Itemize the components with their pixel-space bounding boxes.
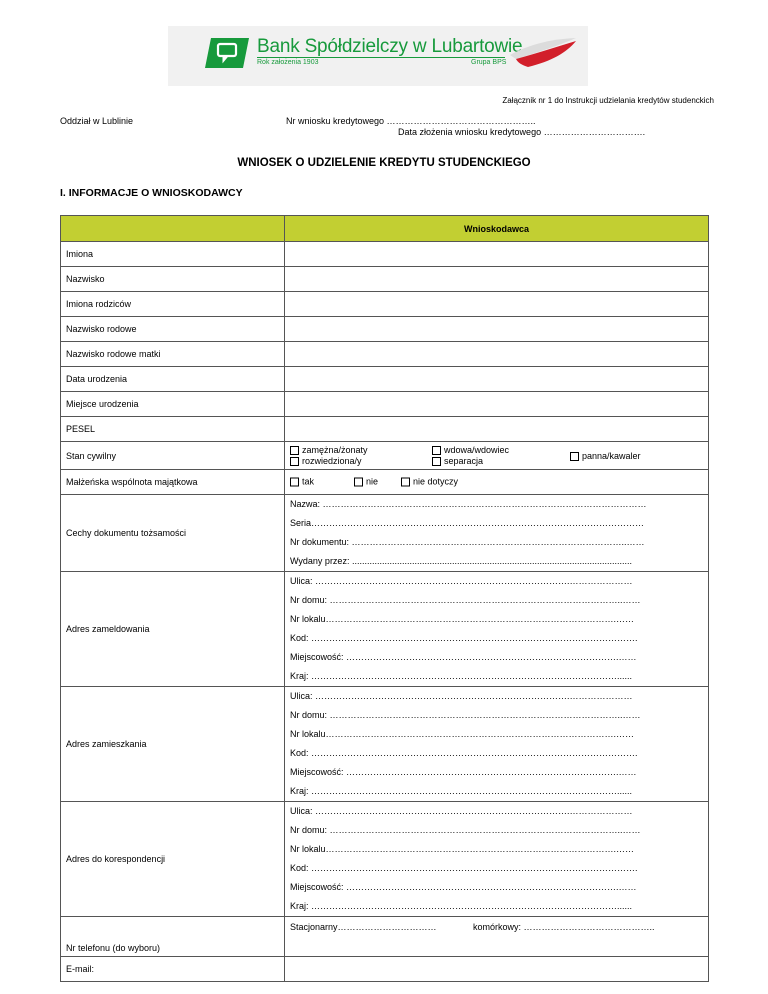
registered-address-row <box>61 572 709 687</box>
marital-status-options <box>285 442 709 470</box>
row-label: Nazwisko <box>61 267 285 292</box>
property-option-not-applicable[interactable]: nie dotyczy <box>401 477 458 488</box>
marital-option-single[interactable]: panna/kawaler <box>570 451 641 462</box>
checkbox[interactable] <box>570 452 579 461</box>
table-row <box>61 242 709 267</box>
row-label: Małżeńska wspólnota majątkowa <box>61 470 285 495</box>
mobile-field[interactable]: komórkowy: …………………………………….. <box>473 922 655 932</box>
column-header: Wnioskodawca <box>285 216 709 242</box>
row-label: Nr telefonu (do wyboru) <box>61 917 285 957</box>
bank-group: Grupa BPS <box>471 59 507 66</box>
property-option-no[interactable]: nie <box>354 477 378 488</box>
checkbox[interactable] <box>432 446 441 455</box>
table-row <box>61 392 709 417</box>
marital-option-divorced[interactable]: rozwiedziona/y <box>290 456 368 467</box>
row-label: Cechy dokumentu tożsamości <box>61 495 285 572</box>
street-field[interactable]: Ulica: ………………………………………………………………………….………………… <box>290 806 633 816</box>
registered-address-fields <box>285 572 709 687</box>
postal-code-field[interactable]: Kod: ………………………………………………………………………………………………. <box>290 748 638 758</box>
house-number-field[interactable]: Nr domu: ……………………………………………………………………………………..…… <box>290 595 641 605</box>
row-label: E-mail: <box>61 957 285 982</box>
checkbox[interactable] <box>290 478 299 487</box>
document-series-field[interactable]: Seria………………………………………………………………………………………………… <box>290 518 645 528</box>
form-title: WNIOSEK O UDZIELENIE KREDYTU STUDENCKIEGO <box>237 157 531 169</box>
table-header-row <box>61 216 709 242</box>
country-field[interactable]: Kraj: …………………………………………………………………………………………...... <box>290 786 633 796</box>
correspondence-address-row <box>61 802 709 917</box>
row-label: Data urodzenia <box>61 367 285 392</box>
row-label: Nazwisko rodowe <box>61 317 285 342</box>
applicant-table <box>60 215 709 982</box>
country-field[interactable]: Kraj: …………………………………………………………………………………………...... <box>290 671 633 681</box>
row-label: Imiona <box>61 242 285 267</box>
table-row <box>61 367 709 392</box>
city-field[interactable]: Miejscowość: ……………………………………………………………………………….…… <box>290 652 637 662</box>
table-row <box>61 317 709 342</box>
table-row <box>61 292 709 317</box>
checkbox[interactable] <box>432 457 441 466</box>
marital-status-row <box>61 442 709 470</box>
surname-input[interactable] <box>285 267 709 292</box>
first-names-input[interactable] <box>285 242 709 267</box>
birth-date-input[interactable] <box>285 367 709 392</box>
logo-divider <box>257 57 505 58</box>
checkbox[interactable] <box>290 446 299 455</box>
city-field[interactable]: Miejscowość: ……………………………………………………………………………….…… <box>290 882 637 892</box>
identity-document-fields <box>285 495 709 572</box>
property-option-yes[interactable]: tak <box>290 477 314 488</box>
street-field[interactable]: Ulica: ………………………………………………………………………….………………… <box>290 576 633 586</box>
residence-address-row <box>61 687 709 802</box>
checkbox[interactable] <box>354 478 363 487</box>
landline-field[interactable]: Stacjonarny…………………………… <box>290 922 437 932</box>
row-label: Nazwisko rodowe matki <box>61 342 285 367</box>
flag-swoosh-icon <box>508 33 578 73</box>
row-label: Stan cywilny <box>61 442 285 470</box>
apartment-number-field[interactable]: Nr lokalu…………………………………………………………………………………….…… <box>290 614 635 624</box>
postal-code-field[interactable]: Kod: ………………………………………………………………………………………………. <box>290 863 638 873</box>
table-row <box>61 267 709 292</box>
marital-option-married[interactable]: zamężna/żonaty <box>290 445 368 456</box>
apartment-number-field[interactable]: Nr lokalu…………………………………………………………………………………….…… <box>290 844 635 854</box>
phone-fields <box>285 917 709 957</box>
birth-place-input[interactable] <box>285 392 709 417</box>
table-row <box>61 342 709 367</box>
row-label: PESEL <box>61 417 285 442</box>
family-name-input[interactable] <box>285 317 709 342</box>
residence-address-fields <box>285 687 709 802</box>
checkbox[interactable] <box>401 478 410 487</box>
marital-option-widowed[interactable]: wdowa/wdowiec <box>432 445 509 456</box>
annex-note: Załącznik nr 1 do Instrukcji udzielania kredytów studenckich <box>502 96 714 105</box>
row-label: Adres do korespondencji <box>61 802 285 917</box>
bank-logo <box>168 26 588 86</box>
house-number-field[interactable]: Nr domu: ……………………………………………………………………………………..…… <box>290 825 641 835</box>
email-input[interactable] <box>285 957 709 982</box>
property-regime-options <box>285 470 709 495</box>
identity-document-row <box>61 495 709 572</box>
row-label: Adres zamieszkania <box>61 687 285 802</box>
bank-founded: Rok założenia 1903 <box>257 59 319 66</box>
row-label: Miejsce urodzenia <box>61 392 285 417</box>
house-number-field[interactable]: Nr domu: ……………………………………………………………………………………..…… <box>290 710 641 720</box>
bank-name: Bank Spółdzielczy w Lubartowie <box>257 36 523 57</box>
row-label: Imiona rodziców <box>61 292 285 317</box>
property-regime-row <box>61 470 709 495</box>
street-field[interactable]: Ulica: ………………………………………………………………………….………………… <box>290 691 633 701</box>
country-field[interactable]: Kraj: …………………………………………………………………………………………...... <box>290 901 633 911</box>
row-label: Adres zameldowania <box>61 572 285 687</box>
correspondence-address-fields <box>285 802 709 917</box>
bank-logo-icon <box>205 38 249 68</box>
header-empty-cell <box>61 216 285 242</box>
apartment-number-field[interactable]: Nr lokalu…………………………………………………………………………………….…… <box>290 729 635 739</box>
application-number-field[interactable]: Nr wniosku kredytowego ………………………………………….. <box>286 116 536 126</box>
checkbox[interactable] <box>290 457 299 466</box>
parents-names-input[interactable] <box>285 292 709 317</box>
document-number-field[interactable]: Nr dokumentu: ………………………………………………………………………………..…… <box>290 537 645 547</box>
section-title: I. INFORMACJE O WNIOSKODAWCY <box>60 187 243 199</box>
phone-row <box>61 917 709 957</box>
email-row <box>61 957 709 982</box>
pesel-input[interactable] <box>285 417 709 442</box>
marital-option-separated[interactable]: separacja <box>432 456 509 467</box>
submission-date-field[interactable]: Data złożenia wniosku kredytowego ……………………………. <box>398 127 646 137</box>
mother-family-name-input[interactable] <box>285 342 709 367</box>
document-name-field[interactable]: Nazwa: ……………………………………………………………………………………………… <box>290 499 647 509</box>
postal-code-field[interactable]: Kod: ………………………………………………………………………………………………. <box>290 633 638 643</box>
table-row <box>61 417 709 442</box>
branch-name: Oddział w Lublinie <box>60 116 134 126</box>
document-issuer-field[interactable]: Wydany przez: ................................................................................................................ <box>290 556 632 566</box>
city-field[interactable]: Miejscowość: ……………………………………………………………………………….…… <box>290 767 637 777</box>
